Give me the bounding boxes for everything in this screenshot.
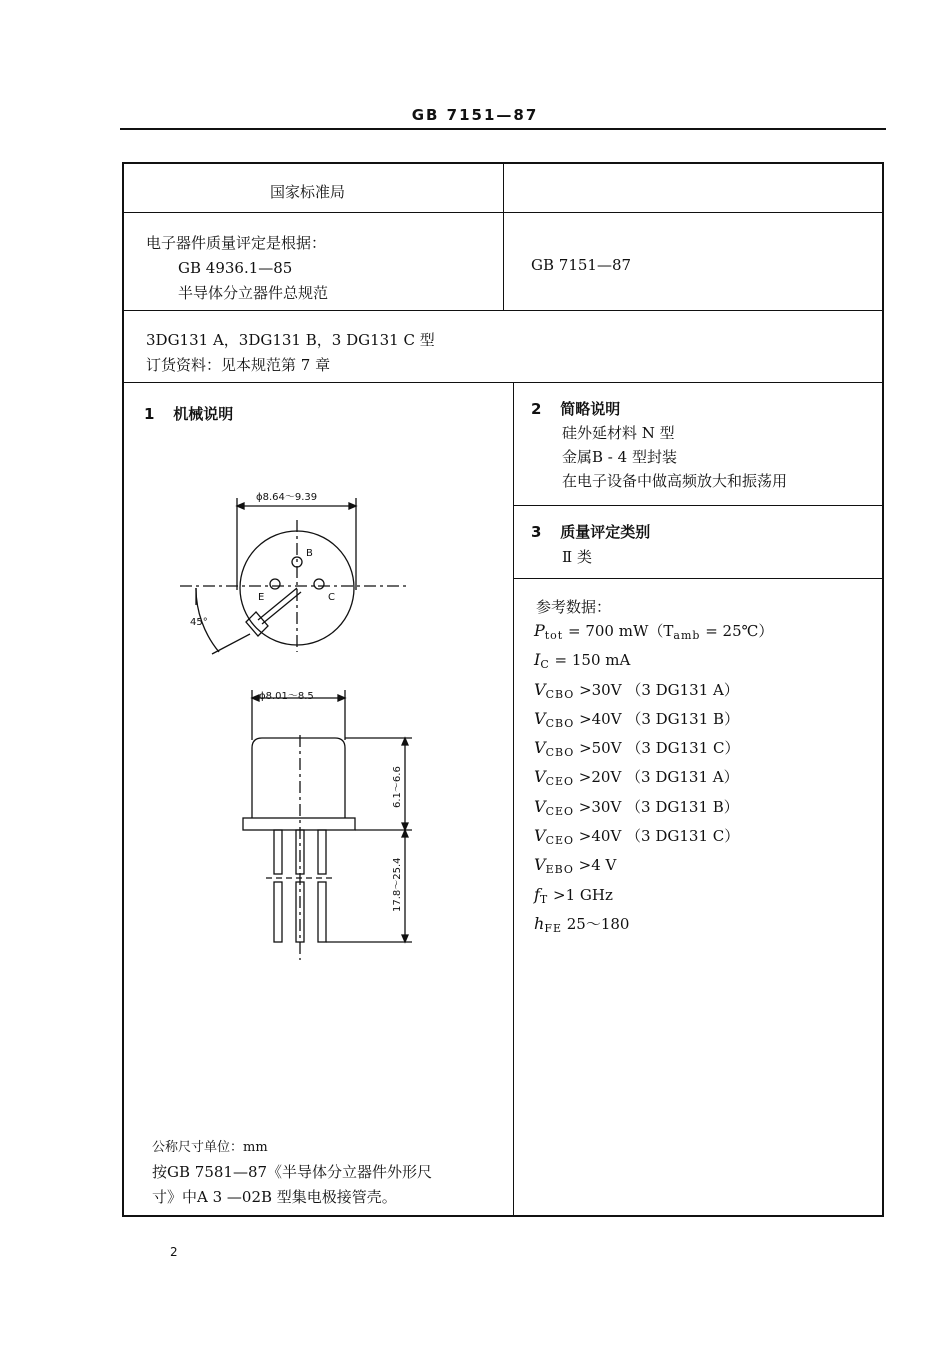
lead-right bbox=[318, 830, 326, 874]
page-number: 2 bbox=[170, 1245, 178, 1259]
angle-label: 45° bbox=[190, 617, 208, 628]
lead-b-label: B bbox=[306, 548, 313, 559]
orientation-tab bbox=[246, 612, 268, 636]
model-list: 3DG131 A，3DG131 B，3 DG131 C 型 bbox=[146, 331, 435, 349]
unit-note: 公称尺寸单位：mm bbox=[152, 1140, 268, 1155]
lead-e-label: E bbox=[258, 592, 265, 603]
section-2-heading bbox=[531, 397, 620, 421]
height-dimension-label: 6.1～6.6 bbox=[392, 766, 403, 808]
lead-c-label: C bbox=[328, 592, 335, 603]
parameter-list bbox=[534, 619, 773, 941]
description-line-1: 硅外延材料 N 型 bbox=[562, 424, 675, 442]
section-3-title: 质量评定类别 bbox=[560, 523, 651, 541]
outline-reference-line-1: 按GB 7581—87《半导体分立器件外形尺 bbox=[152, 1163, 433, 1181]
section-2-title: 简略说明 bbox=[560, 400, 621, 418]
section-2-number: 2 bbox=[531, 400, 542, 418]
ordering-info: 订货资料：见本规范第 7 章 bbox=[146, 356, 331, 374]
basis-line-2: GB 4936.1—85 bbox=[178, 259, 293, 277]
reference-title: 参考数据： bbox=[536, 598, 612, 616]
document-header: GB 7151—87 bbox=[411, 106, 539, 124]
parameter-row: $f_T >1$ GHz bbox=[534, 884, 613, 906]
quality-category: Ⅱ 类 bbox=[562, 548, 592, 566]
lead-c-hole bbox=[314, 579, 324, 589]
parameter-row: $V_{CBO} >40V$ （3 DG131 B） bbox=[534, 708, 740, 730]
description-line-3: 在电子设备中做高频放大和振荡用 bbox=[562, 472, 788, 490]
parameter-row: $V_{CEO} >40V$ （3 DG131 C） bbox=[534, 826, 740, 848]
section-1-number: 1 bbox=[144, 405, 155, 423]
parameter-row: $h_{FE}$ 25～180 bbox=[534, 913, 630, 935]
can-flange bbox=[243, 818, 355, 830]
parameter-row: $P_{tot} = 700$ $mW(T_{amb}$ = 25℃） bbox=[534, 621, 774, 642]
parameter-row: $V_{EBO} >4$ V bbox=[534, 855, 617, 877]
parameter-row: $I_C = 150$ mA bbox=[534, 650, 631, 672]
description-line-2: 金属B - 4 型封装 bbox=[562, 448, 677, 466]
parameter-row: $V_{CEO} >30V$ （3 DG131 B） bbox=[534, 796, 739, 818]
parameter-row: $V_{CBO} >30V$ （3 DG131 A） bbox=[534, 679, 739, 701]
parameter-row: $V_{CEO} >20V$ （3 DG131 A） bbox=[534, 767, 739, 789]
lead-length-dimension-label: 17.8～25.4 bbox=[392, 857, 403, 912]
standard-code: GB 7151—87 bbox=[531, 256, 632, 274]
outline-reference-line-2: 寸》中A 3 —02B 型集电极接管壳。 bbox=[152, 1188, 397, 1206]
authority-cell: 国家标准局 bbox=[270, 183, 346, 201]
top-dimension-label: ϕ8.64～9.39 bbox=[256, 492, 318, 503]
section-3-heading bbox=[531, 520, 650, 544]
section-1-title: 机械说明 bbox=[173, 405, 234, 423]
basis-line-3: 半导体分立器件总规范 bbox=[178, 284, 329, 302]
lead-left bbox=[274, 830, 282, 874]
can-body bbox=[252, 738, 345, 818]
side-dimension-label: ϕ8.01～8.5 bbox=[259, 691, 314, 702]
lead-e-hole bbox=[270, 579, 280, 589]
section-3-number: 3 bbox=[531, 523, 542, 541]
parameter-row: $V_{CBO} >50V$ （3 DG131 C） bbox=[534, 738, 740, 760]
basis-line-1: 电子器件质量评定是根据： bbox=[146, 234, 327, 252]
